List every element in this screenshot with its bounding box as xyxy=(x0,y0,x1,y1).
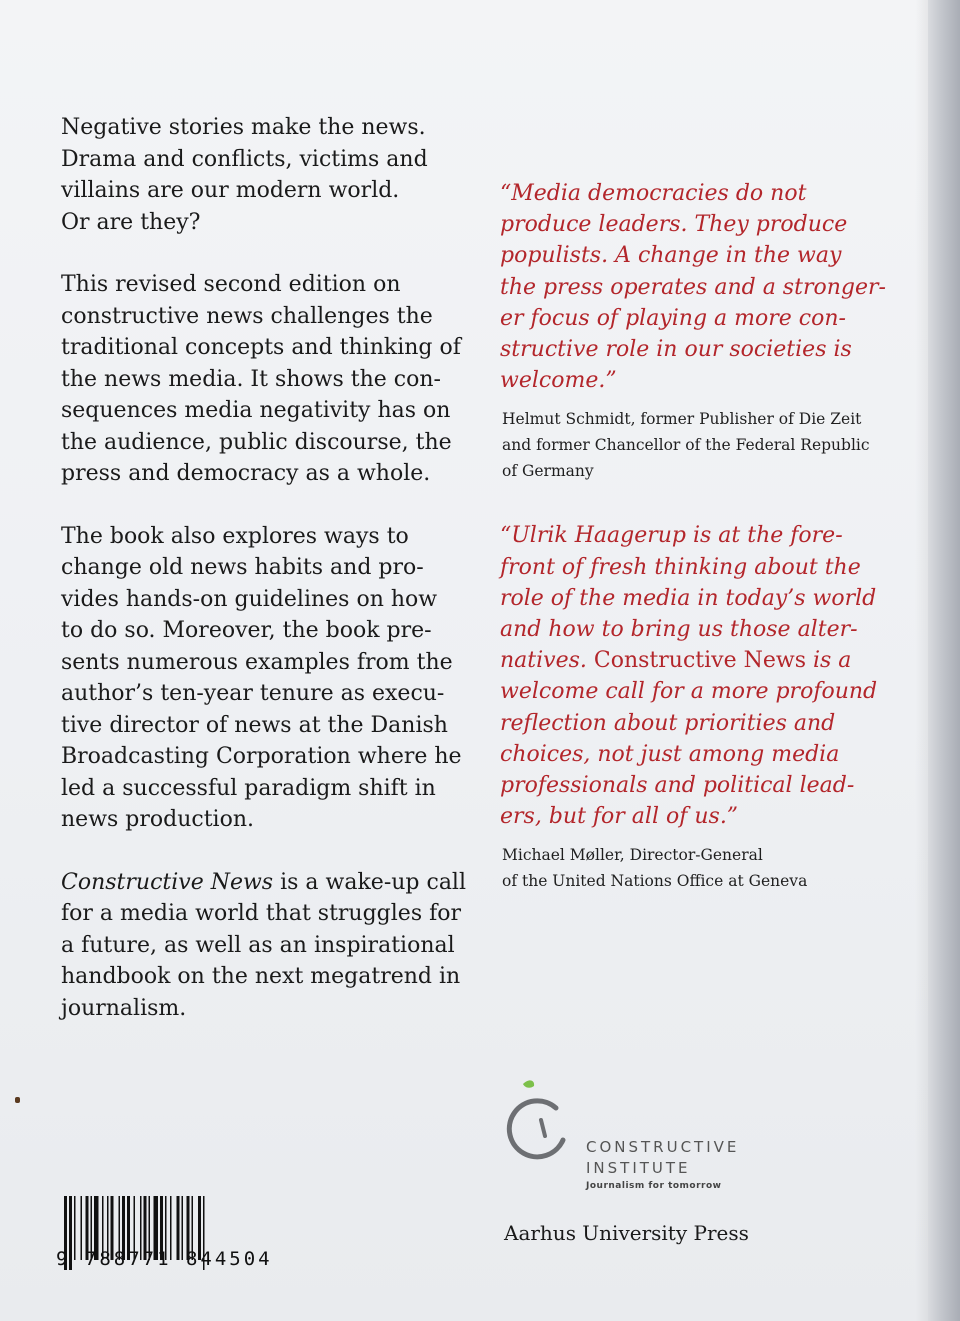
leaf-icon xyxy=(523,1080,534,1087)
blurb-line: the news media. It shows the con- xyxy=(61,366,441,392)
blurb-line: journalism. xyxy=(61,995,187,1021)
quote-line: produce leaders. They produce xyxy=(500,212,848,238)
attribution-line: of Germany xyxy=(502,462,594,481)
logo-wordmark-line2: INSTITUTE xyxy=(586,1159,691,1177)
blurb-paragraph-1 xyxy=(61,112,481,238)
blurb-line: constructive news challenges the xyxy=(61,303,433,329)
quote-line: welcome.” xyxy=(500,368,617,394)
quote-line: front of fresh thinking about the xyxy=(500,554,861,580)
publisher-name: Aarhus University Press xyxy=(504,1221,749,1245)
blurb-line: vides hands-on guidelines on how xyxy=(61,586,438,612)
cover-speck xyxy=(15,1097,20,1103)
blurb-line: the audience, public discourse, the xyxy=(61,429,452,455)
apple-ring-icon xyxy=(503,1078,583,1173)
quote-line: populists. A change in the way xyxy=(500,243,842,269)
quote-line: role of the media in today’s world xyxy=(500,585,877,611)
blurb-line: This revised second edition on xyxy=(61,272,401,297)
blurb-paragraph-3 xyxy=(61,521,481,836)
quote-line: ers, but for all of us.” xyxy=(500,804,739,830)
quote-line: professionals and political lead- xyxy=(500,773,855,799)
blurb-line: tive director of news at the Danish xyxy=(61,712,448,738)
blurb-paragraph-4 xyxy=(61,867,481,1025)
endorsements-column xyxy=(500,178,910,894)
attribution-moller xyxy=(502,842,910,894)
book-title-italic: Constructive News xyxy=(61,869,274,895)
quote-line: reflection about priorities and xyxy=(500,710,836,736)
blurb-line xyxy=(61,867,481,899)
quote-line-end: is a xyxy=(805,648,852,674)
attribution-line: of the United Nations Office at Geneva xyxy=(502,872,808,891)
blurb-line: Broadcasting Corporation where he xyxy=(61,744,462,769)
attribution-line: and former Chancellor of the Federal Republic xyxy=(502,436,870,455)
cover-fold-shadow xyxy=(915,0,929,1321)
quote-line-start: natives. xyxy=(500,648,594,674)
attribution-line: Helmut Schmidt, former Publisher of Die Zeit xyxy=(502,410,862,429)
attribution-line: Michael Møller, Director-General xyxy=(502,846,763,865)
blurb-line: Drama and conflicts, victims and xyxy=(61,146,428,172)
quote-schmidt xyxy=(500,178,910,396)
blurb-line: led a successful paradigm shift in xyxy=(61,775,436,801)
logo-wordmark-line1: CONSTRUCTIVE xyxy=(586,1138,740,1156)
logo-tagline: Journalism for tomorrow xyxy=(586,1181,722,1191)
blurb-line-rest: is a wake-up call xyxy=(273,869,467,895)
attribution-schmidt xyxy=(502,406,910,484)
blurb-line: a future, as well as an inspirational xyxy=(61,932,455,958)
constructive-institute-logo xyxy=(503,1078,833,1198)
quote-line: “Media democracies do not xyxy=(500,181,807,206)
quote-moller xyxy=(500,520,910,832)
quote-line: structive role in our societies is xyxy=(500,337,852,363)
quote-line: welcome call for a more profound xyxy=(500,679,878,705)
spine-edge xyxy=(928,0,960,1321)
blurb-line: to do so. Moreover, the book pre- xyxy=(61,618,432,643)
blurb-line: handbook on the next megatrend in xyxy=(61,964,461,989)
blurb-paragraph-2 xyxy=(61,269,481,490)
blurb-line: change old news habits and pro- xyxy=(61,555,424,580)
ring-arc xyxy=(509,1101,563,1157)
book-title-upright: Constructive News xyxy=(593,648,806,674)
quote-line: the press operates and a stronger- xyxy=(500,274,886,300)
blurb-column xyxy=(61,112,481,1055)
blurb-line: author’s ten-year tenure as execu- xyxy=(61,681,445,706)
stem-line xyxy=(541,1120,545,1136)
blurb-line: Or are they? xyxy=(61,209,201,235)
blurb-line: The book also explores ways to xyxy=(61,523,409,549)
blurb-line: press and democracy as a whole. xyxy=(61,461,431,486)
blurb-line: news production. xyxy=(61,807,255,832)
blurb-line: Negative stories make the news. xyxy=(61,115,426,140)
blurb-line: sequences media negativity has on xyxy=(61,398,451,423)
quote-line: “Ulrik Haagerup is at the fore- xyxy=(500,523,843,549)
quote-line: choices, not just among media xyxy=(500,741,840,767)
quote-line xyxy=(500,645,910,676)
blurb-line: sents numerous examples from the xyxy=(61,649,453,675)
quote-line: er focus of playing a more con- xyxy=(500,305,846,331)
isbn-number: 9 788771 844504 xyxy=(56,1248,273,1270)
blurb-line: for a media world that struggles for xyxy=(61,901,462,926)
quote-line: and how to bring us those alter- xyxy=(500,617,858,643)
blurb-line: villains are our modern world. xyxy=(61,178,400,203)
blurb-line: traditional concepts and thinking of xyxy=(61,335,461,360)
